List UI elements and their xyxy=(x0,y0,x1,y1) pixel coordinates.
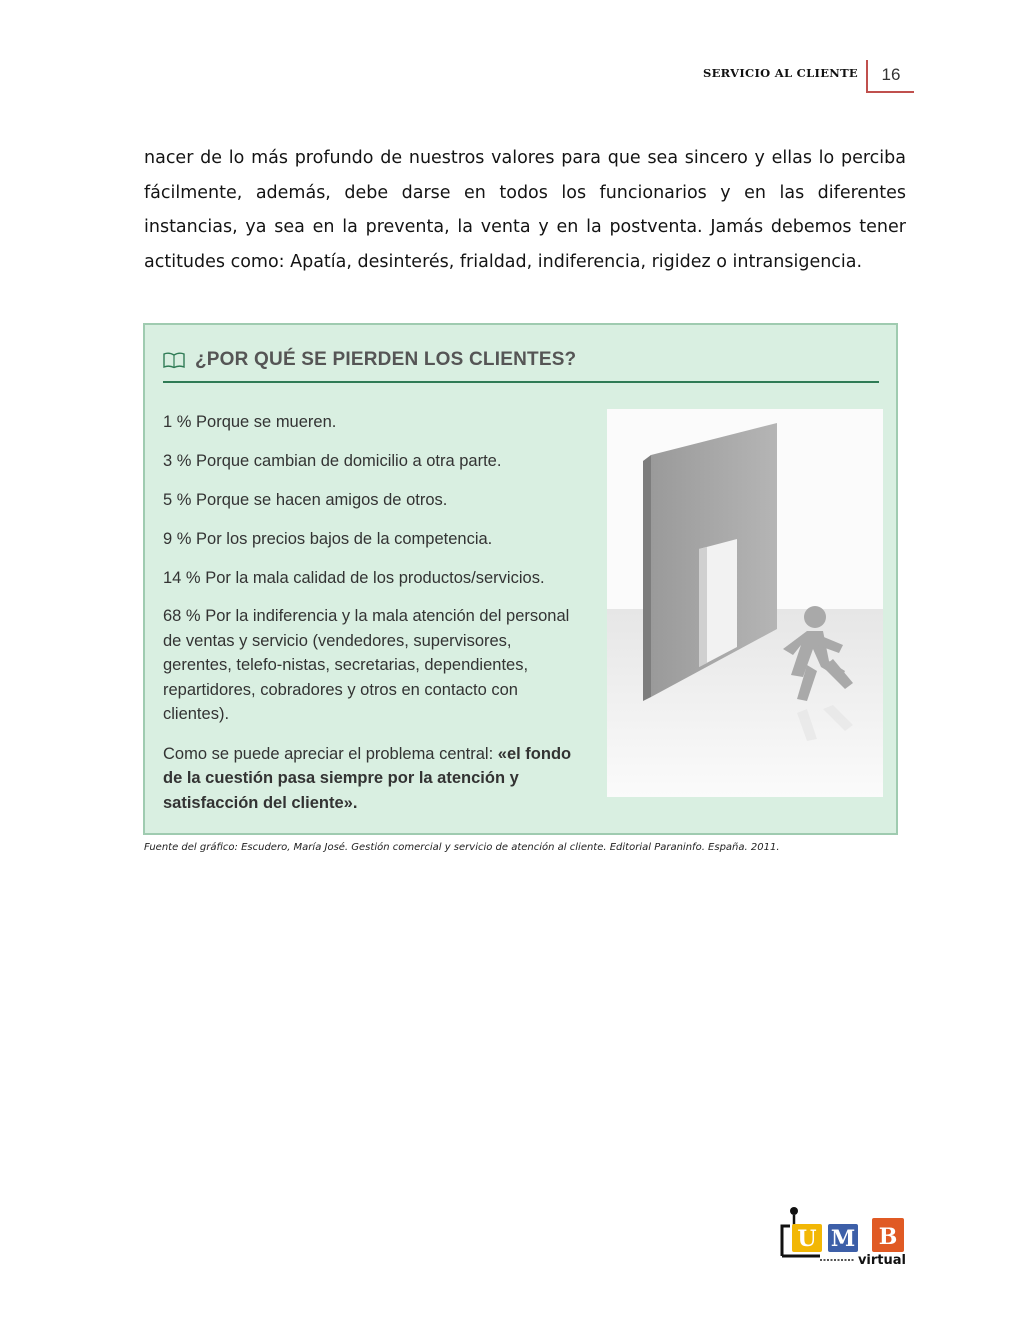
logo-subtitle: virtual xyxy=(857,1253,906,1268)
logo-letter-b: B xyxy=(878,1224,898,1250)
wall-edge xyxy=(643,455,651,701)
reason-item: 5 % Porque se hacen amigos de otros. xyxy=(163,491,448,509)
umb-virtual-logo xyxy=(780,1206,908,1268)
book-icon xyxy=(163,351,185,369)
conclusion-text xyxy=(163,742,583,816)
exit-door-illustration xyxy=(607,409,883,797)
reasons-list xyxy=(163,409,583,815)
conclusion-highlight: «el fondo de la cuestión pasa siempre por la atención y satisfacción del cliente». xyxy=(163,744,572,812)
figure-caption: Fuente del gráfico: Escudero, María José. Gestión comercial y servicio de atención al cliente. Editorial Paraninfo. España. 2011. xyxy=(144,842,780,853)
infographic-rule xyxy=(163,381,879,383)
infographic-header xyxy=(163,345,576,375)
infographic-title: ¿POR QUÉ SE PIERDEN LOS CLIENTES? xyxy=(195,349,577,370)
logo-letter-u: U xyxy=(797,1226,817,1252)
reason-item: 68 % Por la indiferencia y la mala atención del personal de ventas y servicio (vendedores, supervisores, gerentes, telefo-nistas, secretarias, dependientes, repartidores, cobradores y otros en contacto con clientes). xyxy=(163,607,570,723)
body-paragraph: nacer de lo más profundo de nuestros valores para que sea sincero y ellas lo perciba fácilmente, además, debe darse en todos los funcionarios y en las diferentes instancias, ya sea en la preventa, la venta y en la postventa. Jamás debemos tener actitudes como: Apatía, desinterés, frialdad, indiferencia, rigidez o intransigencia. xyxy=(144,148,906,272)
page-number: 16 xyxy=(866,60,914,93)
reason-item: 1 % Porque se mueren. xyxy=(163,413,337,431)
conclusion-intro: Como se puede apreciar el problema central: xyxy=(163,744,498,763)
infographic-box xyxy=(143,323,898,835)
reason-item: 3 % Porque cambian de domicilio a otra parte. xyxy=(163,452,502,470)
logo-letter-m: M xyxy=(830,1226,856,1252)
running-header-title: SERVICIO AL CLIENTE xyxy=(702,66,858,80)
reason-item: 9 % Por los precios bajos de la competencia. xyxy=(163,530,493,548)
reason-item: 14 % Por la mala calidad de los productos/servicios. xyxy=(163,569,545,587)
